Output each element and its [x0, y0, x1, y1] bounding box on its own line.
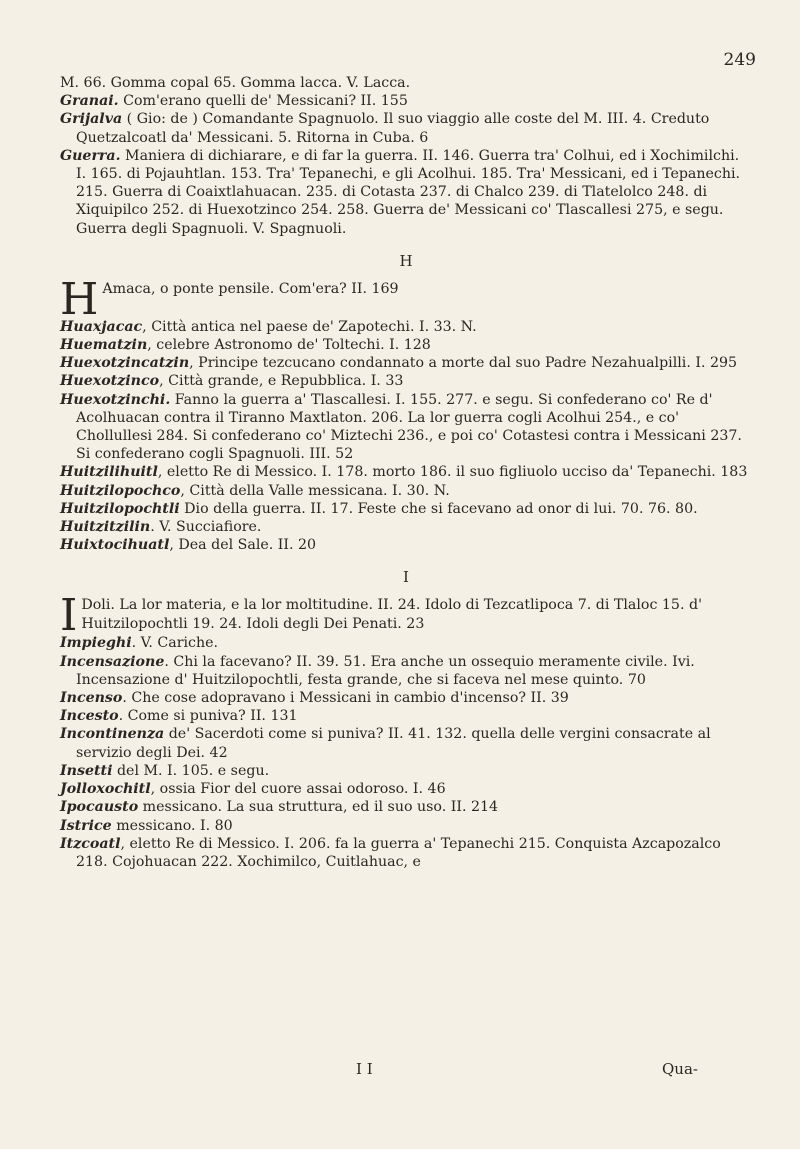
- index-entry: Grijalva ( Gio: de ) Comandante Spagnuolo. Il suo viaggio alle coste del M. III. 4. Creduto Quetzalcoatl da' Messicani. 5. Ritorna in Cuba. 6: [60, 111, 710, 146]
- index-entry: I Doli. La lor materia, e la lor moltitudine. II. 24. Idolo di Tezcatlipoca 7. di Tlaloc 15. d' Huitzilopochtli 19. 24. Idoli degli Dei Penati. 23: [60, 590, 702, 642]
- index-entry: Huexotzinchi. Fanno la guerra a' Tlascallesi. I. 155. 277. e segu. Si confederano co' Re d' Acolhuacan contra il Tiranno Maxtlaton. 206. La lor guerra cogli Acolhui 254., e co' Chollullesi 284. Si confederano co' Miztechi 236., e poi co' Cotastesi contra i Messicani 237. Si confederano cogli Spagnuoli. III. 52: [60, 391, 742, 463]
- index-entry: Jolloxochitl, ossia Fior del cuore assai odoroso. I. 46: [60, 781, 446, 798]
- drop-cap: H: [60, 273, 99, 325]
- index-entry: H Amaca, o ponte pensile. Com'era? II. 169: [60, 273, 399, 325]
- index-entry: Guerra. Maniera di dichiarare, e di far la guerra. II. 146. Guerra tra' Colhui, ed i Xochimilchi. I. 165. di Pojauhtlan. 153. Tra' Tepanechi, e gli Acolhui. 185. Tra' Messicani, ed i Tepanechi. 215. Guerra di Coaixtlahuacan. 235. di Cotasta 237. di Chalco 239. di Tlatelolco 248. di Xiquipilco 252. di Huexotzinco 254. 258. Guerra de' Messicani co' Tlascallesi 275, e segu. Guerra degli Spagnuoli. V. Spagnuoli.: [60, 147, 741, 237]
- index-entry: Istrice messicano. I. 80: [60, 817, 233, 834]
- index-entry: Impieghi. V. Cariche.: [60, 635, 219, 652]
- index-entry: Ipocausto messicano. La sua struttura, ed il suo uso. II. 214: [60, 799, 499, 816]
- letter-heading-i: I: [403, 568, 409, 587]
- index-entry: Huaxjacac, Città antica nel paese de' Zapotechi. I. 33. N.: [60, 318, 477, 335]
- section-i-entries: [60, 590, 752, 871]
- index-entry: Incontinenza de' Sacerdoti come si puniva? II. 41. 132. quella delle vergini consacrate al servizio degli Dei. 42: [60, 726, 711, 761]
- index-entry: Itzcoatl, eletto Re di Messico. I. 206. fa la guerra a' Tepanechi 215. Conquista Azcapozalco 218. Cojohuacan 222. Xochimilco, Cuitlahuac, e: [60, 835, 721, 870]
- index-entry: Huexotzincatzin, Principe tezcucano condannato a morte dal suo Padre Nezahualpilli. I. 295: [60, 355, 738, 372]
- index-entry: Incenso. Che cose adopravano i Messicani in cambio d'incenso? II. 39: [60, 690, 569, 707]
- index-entry: Huematzin, celebre Astronomo de' Toltechi. I. 128: [60, 337, 431, 354]
- index-entry: Huitzitzilin. V. Succiafiore.: [60, 519, 262, 536]
- index-entry: M. 66. Gomma copal 65. Gomma lacca. V. Lacca.: [60, 75, 411, 91]
- index-entry: Incesto. Come si puniva? II. 131: [60, 708, 298, 725]
- index-entry: Insetti del M. I. 105. e segu.: [60, 762, 270, 779]
- index-entry: Huitzilihuitl, eletto Re di Messico. I. 178. morto 186. il suo figliuolo ucciso da' Tepanechi. 183: [60, 464, 748, 481]
- page-number: 249: [723, 50, 756, 70]
- index-entry: Incensazione. Chi la facevano? II. 39. 51. Era anche un ossequio meramente civile. Ivi. Incensazione d' Huitzilopochtli, festa grande, che si faceva nel mese quinto. 70: [60, 653, 695, 688]
- signature-mark: I I: [356, 1060, 373, 1078]
- index-entry: Granai. Com'erano quelli de' Messicani? II. 155: [60, 93, 408, 110]
- index-entry: Huitzilopochtli Dio della guerra. II. 17. Feste che si facevano ad onor di lui. 70. 76. 80.: [60, 500, 698, 517]
- letter-heading-h: H: [399, 251, 413, 270]
- section-h-entries: [60, 273, 752, 555]
- index-entry: Huixtocihuatl, Dea del Sale. II. 20: [60, 537, 317, 554]
- index-entry: Huitzilopochco, Città della Valle messicana. I. 30. N.: [60, 482, 450, 499]
- catchword: Qua-: [662, 1060, 698, 1078]
- drop-cap: I: [60, 590, 78, 642]
- section-g-entries: [60, 74, 752, 238]
- index-entry: Huexotzinco, Città grande, e Repubblica. I. 33: [60, 373, 404, 390]
